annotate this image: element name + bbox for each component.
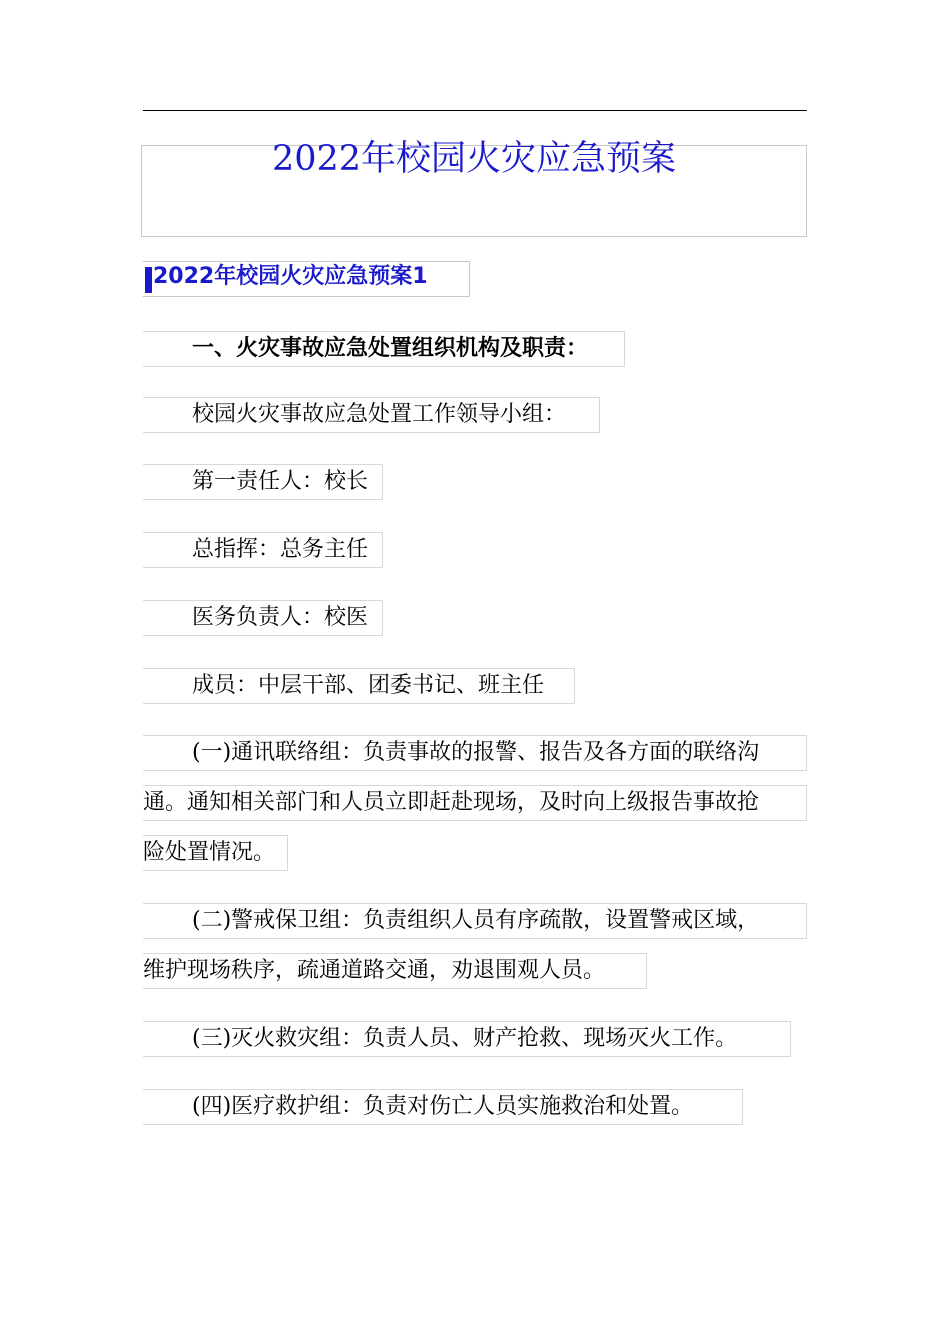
heading-marker	[145, 267, 152, 293]
paragraph-line: (二)警戒保卫组：负责组织人员有序疏散，设置警戒区域，	[143, 903, 807, 939]
subheading: 一、火灾事故应急处置组织机构及职责：	[143, 331, 625, 367]
paragraph-line: 维护现场秩序，疏通道路交通，劝退围观人员。	[143, 953, 647, 989]
paragraph-line: 通。通知相关部门和人员立即赶赴现场，及时向上级报告事故抢	[143, 785, 807, 821]
header-rule	[143, 110, 807, 111]
section-heading-text: 2022年校园火灾应急预案1	[153, 264, 428, 289]
paragraph-line: 校园火灾事故应急处置工作领导小组：	[143, 397, 600, 433]
paragraph-line: 医务负责人：校医	[143, 600, 383, 636]
paragraph-line: 成员：中层干部、团委书记、班主任	[143, 668, 575, 704]
document-title: 2022年校园火灾应急预案	[271, 139, 677, 179]
paragraph-line: (三)灭火救灾组：负责人员、财产抢救、现场灭火工作。	[143, 1021, 791, 1057]
paragraph-line: (一)通讯联络组：负责事故的报警、报告及各方面的联络沟	[143, 735, 807, 771]
paragraph-line: 总指挥：总务主任	[143, 532, 383, 568]
paragraph-line: (四)医疗救护组：负责对伤亡人员实施救治和处置。	[143, 1089, 743, 1125]
paragraph-line: 险处置情况。	[143, 835, 288, 871]
paragraph-line: 第一责任人：校长	[143, 464, 383, 500]
section-heading	[143, 261, 470, 297]
